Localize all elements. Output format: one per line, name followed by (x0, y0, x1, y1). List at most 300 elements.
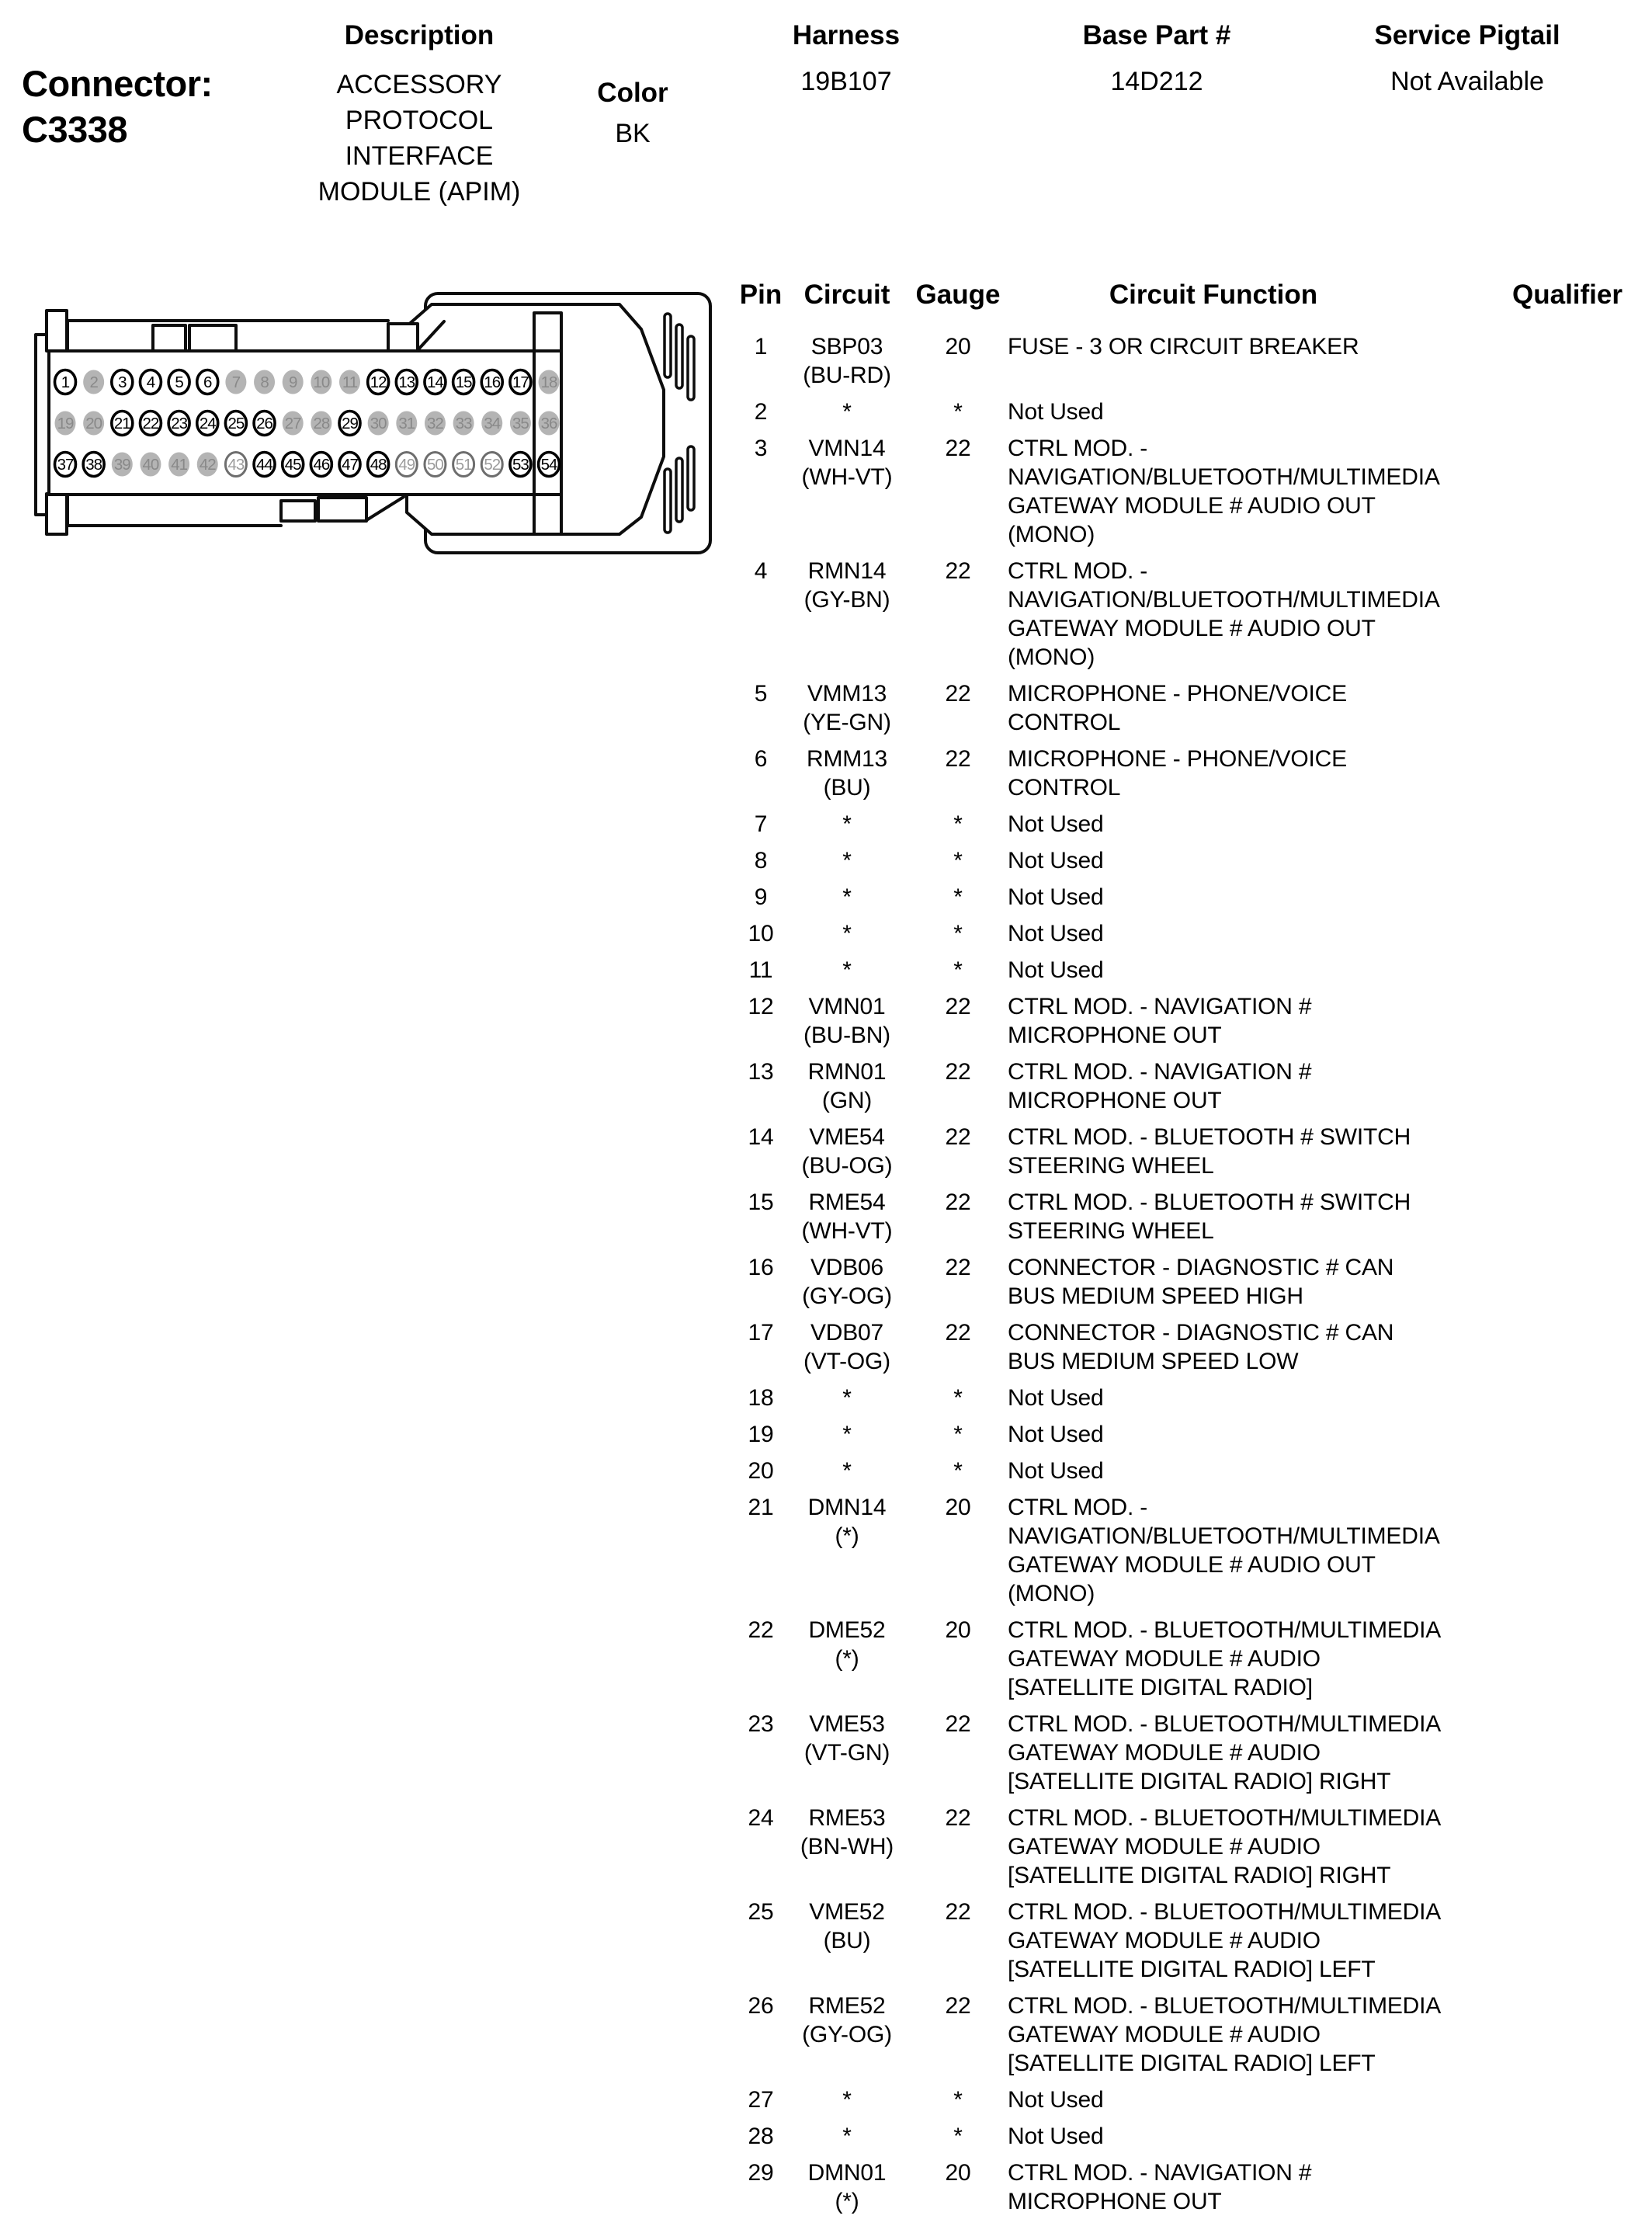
connector-pin-37 (55, 453, 76, 477)
connector-pin-20 (83, 412, 104, 436)
qualifier-cell (1512, 332, 1652, 390)
svg-text:18: 18 (540, 373, 557, 391)
svg-text:15: 15 (455, 373, 472, 391)
gauge-cell: * (953, 921, 963, 946)
gauge-cell: * (953, 1385, 963, 1411)
connector-diagram (19, 287, 714, 555)
svg-text:19: 19 (57, 415, 74, 432)
pin-table-body (736, 332, 1652, 2224)
gauge-cell: 22 (945, 436, 971, 461)
function-cell: MICROPHONE - PHONE/VOICE CONTROL (1008, 681, 1347, 735)
connector-pin-5 (168, 370, 189, 394)
gauge-cell: * (953, 1458, 963, 1484)
gauge-cell: 20 (945, 2160, 971, 2186)
function-cell: CTRL MOD. - BLUETOOTH/MULTIMEDIA GATEWAY MODULE # AUDIO [SATELLITE DIGITAL RADIO] (1008, 1617, 1442, 1700)
svg-text:3: 3 (118, 373, 127, 391)
function-cell: Not Used (1008, 399, 1104, 425)
pin-cell: 12 (748, 994, 774, 1019)
connector-pin-23 (168, 412, 189, 436)
svg-text:24: 24 (199, 415, 216, 432)
connector-pin-28 (311, 412, 331, 436)
gauge-cell: 22 (945, 1189, 971, 1215)
circuit-cell: * (842, 884, 852, 910)
pin-cell: 7 (754, 811, 768, 837)
pin-cell: 2 (754, 399, 768, 425)
table-row (736, 2122, 1652, 2151)
connector-pin-24 (197, 412, 218, 436)
table-row (736, 557, 1652, 672)
svg-text:43: 43 (227, 456, 245, 474)
pin-cell: 19 (748, 1422, 774, 1447)
svg-text:20: 20 (85, 415, 102, 432)
svg-text:33: 33 (455, 415, 472, 432)
qualifier-cell (1512, 1804, 1652, 1890)
gauge-cell: 22 (945, 1993, 971, 2019)
circuit-cell: VMN14 (WH-VT) (801, 436, 893, 490)
function-cell: Not Used (1008, 884, 1104, 910)
pin-cell: 21 (748, 1495, 774, 1520)
function-cell: CTRL MOD. - NAVIGATION # MICROPHONE OUT (1008, 994, 1312, 1048)
table-row (736, 2158, 1652, 2216)
circuit-cell: DME52 (*) (808, 1617, 886, 1672)
pin-cell: 4 (754, 558, 768, 584)
pin-cell: 20 (748, 1458, 774, 1484)
qualifier-cell (1512, 679, 1652, 737)
pin-cell: 3 (754, 436, 768, 461)
svg-text:5: 5 (175, 373, 183, 391)
connector-pin-48 (368, 453, 389, 477)
table-row (736, 1457, 1652, 1485)
svg-text:4: 4 (146, 373, 155, 391)
qualifier-cell (1512, 2122, 1652, 2151)
function-cell: CTRL MOD. - BLUETOOTH/MULTIMEDIA GATEWAY MODULE # AUDIO [SATELLITE DIGITAL RADIO] RIGHT (1008, 1711, 1442, 1794)
qualifier-cell (1512, 1616, 1652, 1702)
svg-text:53: 53 (512, 456, 529, 474)
table-row (736, 2085, 1652, 2114)
qualifier-cell (1512, 1420, 1652, 1449)
qualifier-cell (1512, 846, 1652, 875)
qualifier-cell (1512, 992, 1652, 1050)
table-row (736, 1253, 1652, 1311)
circuit-cell: * (842, 957, 852, 983)
gauge-cell: 22 (945, 1124, 971, 1150)
column-header-pin: Pin (739, 280, 783, 310)
function-cell: Not Used (1008, 921, 1104, 946)
circuit-cell: * (842, 811, 852, 837)
pin-cell: 13 (748, 1059, 774, 1085)
circuit-cell: VDB07 (VT-OG) (803, 1320, 890, 1374)
function-cell: CTRL MOD. - NAVIGATION # MICROPHONE OUT (1008, 2160, 1312, 2214)
connector-label: Connector: (22, 63, 213, 104)
connector-pin-15 (453, 370, 474, 394)
table-row (736, 434, 1652, 549)
svg-text:21: 21 (113, 415, 130, 432)
qualifier-cell (1512, 1188, 1652, 1245)
circuit-cell: * (842, 921, 852, 946)
connector-pin-22 (140, 412, 161, 436)
svg-text:27: 27 (284, 415, 301, 432)
circuit-cell: RME54 (WH-VT) (801, 1189, 893, 1244)
table-row (736, 846, 1652, 875)
gauge-cell: * (953, 1422, 963, 1447)
base-part-value: 14D212 (1110, 67, 1203, 96)
svg-text:41: 41 (171, 456, 188, 474)
table-row (736, 810, 1652, 839)
circuit-cell: * (842, 2124, 852, 2149)
description-value: ACCESSORY PROTOCOL INTERFACE MODULE (APIM) (318, 70, 521, 207)
svg-text:1: 1 (61, 373, 70, 391)
function-cell: Not Used (1008, 1458, 1104, 1484)
function-cell: Not Used (1008, 1385, 1104, 1411)
service-pigtail-value: Not Available (1390, 67, 1544, 96)
description-column-header: Description (344, 20, 495, 50)
connector-pin-26 (254, 412, 275, 436)
connector-pin-45 (283, 453, 304, 477)
gauge-cell: * (953, 399, 963, 425)
pin-cell: 17 (748, 1320, 774, 1346)
svg-text:29: 29 (342, 415, 358, 432)
qualifier-cell (1512, 1057, 1652, 1115)
pin-cell: 10 (748, 921, 774, 946)
gauge-cell: 22 (945, 558, 971, 584)
pin-cell: 8 (754, 848, 768, 873)
circuit-cell: VMN01 (BU-BN) (803, 994, 890, 1048)
circuit-cell: VME54 (BU-OG) (801, 1124, 893, 1179)
table-row (736, 1123, 1652, 1180)
qualifier-cell (1512, 1992, 1652, 2078)
connector-pin-36 (539, 412, 560, 436)
function-cell: Not Used (1008, 848, 1104, 873)
qualifier-cell (1512, 1710, 1652, 1796)
circuit-cell: RMN01 (GN) (807, 1059, 887, 1113)
left-tab-bottom (47, 494, 67, 534)
table-row (736, 332, 1652, 390)
qualifier-cell (1512, 434, 1652, 549)
svg-text:49: 49 (398, 456, 415, 474)
function-cell: CTRL MOD. - NAVIGATION/BLUETOOTH/MULTIMEDIA GATEWAY MODULE # AUDIO OUT (MONO) (1008, 436, 1440, 547)
connector-pin-47 (339, 453, 360, 477)
svg-text:10: 10 (313, 373, 330, 391)
qualifier-cell (1512, 1898, 1652, 1984)
svg-text:28: 28 (313, 415, 330, 432)
housing-slots (665, 314, 694, 533)
circuit-cell: RMM13 (BU) (806, 746, 887, 800)
svg-text:23: 23 (171, 415, 188, 432)
svg-text:11: 11 (342, 373, 358, 391)
table-row (736, 1420, 1652, 1449)
svg-text:35: 35 (512, 415, 529, 432)
function-cell: CONNECTOR - DIAGNOSTIC # CAN BUS MEDIUM SPEED HIGH (1008, 1255, 1394, 1309)
svg-text:54: 54 (540, 456, 557, 474)
connector-pin-25 (225, 412, 246, 436)
gauge-cell: 22 (945, 681, 971, 707)
connector-pin-31 (396, 412, 417, 436)
gauge-cell: 20 (945, 1617, 971, 1643)
qualifier-cell (1512, 1384, 1652, 1412)
column-header-gauge: Gauge (915, 280, 1001, 310)
connector-pin-46 (311, 453, 331, 477)
connector-pin-35 (510, 412, 531, 436)
function-cell: Not Used (1008, 2124, 1104, 2149)
circuit-cell: VDB06 (GY-OG) (802, 1255, 892, 1309)
circuit-cell: * (842, 399, 852, 425)
qualifier-cell (1512, 2158, 1652, 2216)
connector-pin-34 (481, 412, 502, 436)
connector-pin-40 (140, 453, 161, 477)
table-row (736, 1992, 1652, 2078)
connector-pin-38 (83, 453, 104, 477)
svg-text:52: 52 (484, 456, 501, 474)
bottom-latch (68, 495, 404, 526)
function-cell: Not Used (1008, 2087, 1104, 2113)
harness-column-header: Harness (792, 20, 901, 50)
connector-pin-33 (453, 412, 474, 436)
gauge-cell: 20 (945, 334, 971, 359)
circuit-cell: * (842, 1458, 852, 1484)
pin-cell: 25 (748, 1899, 774, 1925)
svg-text:26: 26 (256, 415, 272, 432)
column-header-circuit: Circuit (803, 280, 890, 310)
qualifier-cell (1512, 398, 1652, 426)
svg-text:42: 42 (199, 456, 216, 474)
gauge-cell: * (953, 957, 963, 983)
connector-pin-42 (197, 453, 218, 477)
svg-text:17: 17 (512, 373, 529, 391)
connector-title (22, 61, 213, 152)
top-latch (68, 321, 444, 351)
table-row (736, 1710, 1652, 1796)
connector-pin-18 (539, 370, 560, 394)
svg-text:39: 39 (113, 456, 130, 474)
circuit-cell: VMM13 (YE-GN) (803, 681, 891, 735)
function-cell: MICROPHONE - PHONE/VOICE CONTROL (1008, 746, 1347, 800)
pin-cell: 28 (748, 2124, 774, 2149)
connector-pin-39 (112, 453, 133, 477)
gauge-cell: 22 (945, 1805, 971, 1831)
svg-text:7: 7 (231, 373, 241, 391)
connector-pin-41 (168, 453, 189, 477)
table-row (736, 1616, 1652, 1702)
gauge-cell: * (953, 884, 963, 910)
table-row (736, 992, 1652, 1050)
pin-cell: 27 (748, 2087, 774, 2113)
pin-cell: 22 (748, 1617, 774, 1643)
svg-text:9: 9 (288, 373, 297, 391)
svg-text:34: 34 (484, 415, 501, 432)
gauge-cell: 22 (945, 1059, 971, 1085)
pin-cell: 9 (754, 884, 768, 910)
connector-pin-7 (225, 370, 246, 394)
function-cell: CTRL MOD. - NAVIGATION # MICROPHONE OUT (1008, 1059, 1312, 1113)
connector-pin-3 (112, 370, 133, 394)
table-row (736, 1318, 1652, 1376)
function-cell: Not Used (1008, 957, 1104, 983)
table-row (736, 1898, 1652, 1984)
pin-cell: 16 (748, 1255, 774, 1280)
connector-pin-9 (283, 370, 304, 394)
connector-pin-12 (368, 370, 389, 394)
circuit-cell: * (842, 2087, 852, 2113)
qualifier-cell (1512, 745, 1652, 802)
connector-pin-29 (339, 412, 360, 436)
table-row (736, 883, 1652, 912)
svg-text:30: 30 (370, 415, 387, 432)
function-cell: Not Used (1008, 1422, 1104, 1447)
svg-text:13: 13 (398, 373, 415, 391)
gauge-cell: * (953, 2087, 963, 2113)
circuit-cell: * (842, 1385, 852, 1411)
circuit-cell: VME52 (BU) (809, 1899, 885, 1953)
column-header-circuit-function: Circuit Function (1109, 280, 1318, 310)
qualifier-cell (1512, 1253, 1652, 1311)
svg-text:14: 14 (427, 373, 443, 391)
connector-pin-1 (55, 370, 76, 394)
svg-text:47: 47 (342, 456, 358, 474)
gauge-cell: * (953, 2124, 963, 2149)
connector-pin-32 (425, 412, 446, 436)
circuit-cell: RME53 (BN-WH) (800, 1805, 894, 1860)
svg-text:40: 40 (142, 456, 159, 474)
connector-pin-30 (368, 412, 389, 436)
svg-text:45: 45 (284, 456, 301, 474)
pin-cell: 15 (748, 1189, 774, 1215)
connector-pin-27 (283, 412, 304, 436)
color-value: BK (615, 119, 651, 148)
pin-table-header (736, 280, 1652, 311)
connector-pin-2 (83, 370, 104, 394)
table-row (736, 956, 1652, 985)
gauge-cell: 22 (945, 994, 971, 1019)
left-tab-top (47, 311, 67, 351)
table-row (736, 1493, 1652, 1608)
connector-pin-19 (55, 412, 76, 436)
function-cell: CONNECTOR - DIAGNOSTIC # CAN BUS MEDIUM SPEED LOW (1008, 1320, 1394, 1374)
function-cell: CTRL MOD. - BLUETOOTH # SWITCH STEERING WHEEL (1008, 1124, 1411, 1179)
pin-cell: 26 (748, 1993, 774, 2019)
connector-pin-50 (425, 453, 446, 477)
svg-text:36: 36 (540, 415, 557, 432)
table-row (736, 1057, 1652, 1115)
pin-cell: 11 (748, 957, 773, 983)
connector-pin-14 (425, 370, 446, 394)
qualifier-cell (1512, 919, 1652, 948)
circuit-cell: DMN01 (*) (807, 2160, 887, 2214)
qualifier-cell (1512, 1493, 1652, 1608)
svg-text:12: 12 (370, 373, 387, 391)
svg-text:22: 22 (142, 415, 159, 432)
connector-pin-16 (481, 370, 502, 394)
connector-pin-49 (396, 453, 417, 477)
circuit-cell: VME53 (VT-GN) (803, 1711, 890, 1766)
gauge-cell: 22 (945, 1711, 971, 1737)
connector-pin-13 (396, 370, 417, 394)
connector-pin-21 (112, 412, 133, 436)
svg-text:48: 48 (370, 456, 387, 474)
circuit-cell: * (842, 848, 852, 873)
gauge-cell: * (953, 811, 963, 837)
connector-pin-11 (339, 370, 360, 394)
function-cell: Not Used (1008, 811, 1104, 837)
gauge-cell: 20 (945, 1495, 971, 1520)
qualifier-cell (1512, 956, 1652, 985)
gauge-cell: 22 (945, 1899, 971, 1925)
connector-pin-17 (510, 370, 531, 394)
table-row (736, 398, 1652, 426)
connector-pin-6 (197, 370, 218, 394)
svg-text:46: 46 (313, 456, 330, 474)
table-row (736, 745, 1652, 802)
qualifier-cell (1512, 1457, 1652, 1485)
connector-pin-4 (140, 370, 161, 394)
connector-id: C3338 (22, 109, 127, 150)
connector-pin-8 (254, 370, 275, 394)
gauge-cell: * (953, 848, 963, 873)
pin-cell: 14 (748, 1124, 774, 1150)
base-part-column-header: Base Part # (1082, 20, 1231, 50)
function-cell: CTRL MOD. - BLUETOOTH/MULTIMEDIA GATEWAY MODULE # AUDIO [SATELLITE DIGITAL RADIO] LEFT (1008, 1899, 1442, 1982)
svg-text:44: 44 (256, 456, 272, 474)
circuit-cell: DMN14 (*) (807, 1495, 887, 1549)
pin-cell: 18 (748, 1385, 774, 1411)
qualifier-cell (1512, 810, 1652, 839)
connector-pin-52 (481, 453, 502, 477)
table-row (736, 679, 1652, 737)
qualifier-cell (1512, 1123, 1652, 1180)
pin-cell: 24 (748, 1805, 774, 1831)
svg-text:37: 37 (57, 456, 74, 474)
svg-text:2: 2 (89, 373, 98, 391)
function-cell: CTRL MOD. - BLUETOOTH/MULTIMEDIA GATEWAY MODULE # AUDIO [SATELLITE DIGITAL RADIO] LEFT (1008, 1993, 1442, 2076)
svg-text:32: 32 (427, 415, 443, 432)
svg-text:6: 6 (203, 373, 212, 391)
function-cell: CTRL MOD. - BLUETOOTH/MULTIMEDIA GATEWAY MODULE # AUDIO [SATELLITE DIGITAL RADIO] RIGHT (1008, 1805, 1442, 1888)
qualifier-cell (1512, 883, 1652, 912)
table-row (736, 919, 1652, 948)
gauge-cell: 22 (945, 1320, 971, 1346)
svg-text:8: 8 (260, 373, 269, 391)
function-cell: FUSE - 3 OR CIRCUIT BREAKER (1008, 334, 1359, 359)
connector-pin-44 (254, 453, 275, 477)
service-pigtail-column-header: Service Pigtail (1374, 20, 1560, 50)
svg-text:51: 51 (455, 456, 472, 474)
qualifier-cell (1512, 1318, 1652, 1376)
circuit-cell: SBP03 (BU-RD) (803, 334, 891, 388)
connector-pin-43 (225, 453, 246, 477)
circuit-cell: RME52 (GY-OG) (802, 1993, 892, 2047)
function-cell: CTRL MOD. - NAVIGATION/BLUETOOTH/MULTIMEDIA GATEWAY MODULE # AUDIO OUT (MONO) (1008, 558, 1440, 670)
circuit-cell: * (842, 1422, 852, 1447)
svg-text:38: 38 (85, 456, 102, 474)
pin-cell: 6 (754, 746, 768, 772)
svg-text:50: 50 (427, 456, 443, 474)
pin-cell: 1 (754, 334, 768, 359)
connector-pin-53 (510, 453, 531, 477)
pin-cell: 23 (748, 1711, 774, 1737)
table-row (736, 1188, 1652, 1245)
svg-text:31: 31 (398, 415, 415, 432)
table-row (736, 1804, 1652, 1890)
pin-cell: 5 (754, 681, 768, 707)
connector-pin-51 (453, 453, 474, 477)
gauge-cell: 22 (945, 746, 971, 772)
column-header-qualifier: Qualifier (1512, 280, 1622, 310)
color-column-header: Color (597, 78, 668, 108)
table-row (736, 1384, 1652, 1412)
qualifier-cell (1512, 557, 1652, 672)
circuit-cell: RMN14 (GY-BN) (803, 558, 890, 613)
connector-pin-10 (311, 370, 331, 394)
harness-value: 19B107 (800, 67, 892, 96)
